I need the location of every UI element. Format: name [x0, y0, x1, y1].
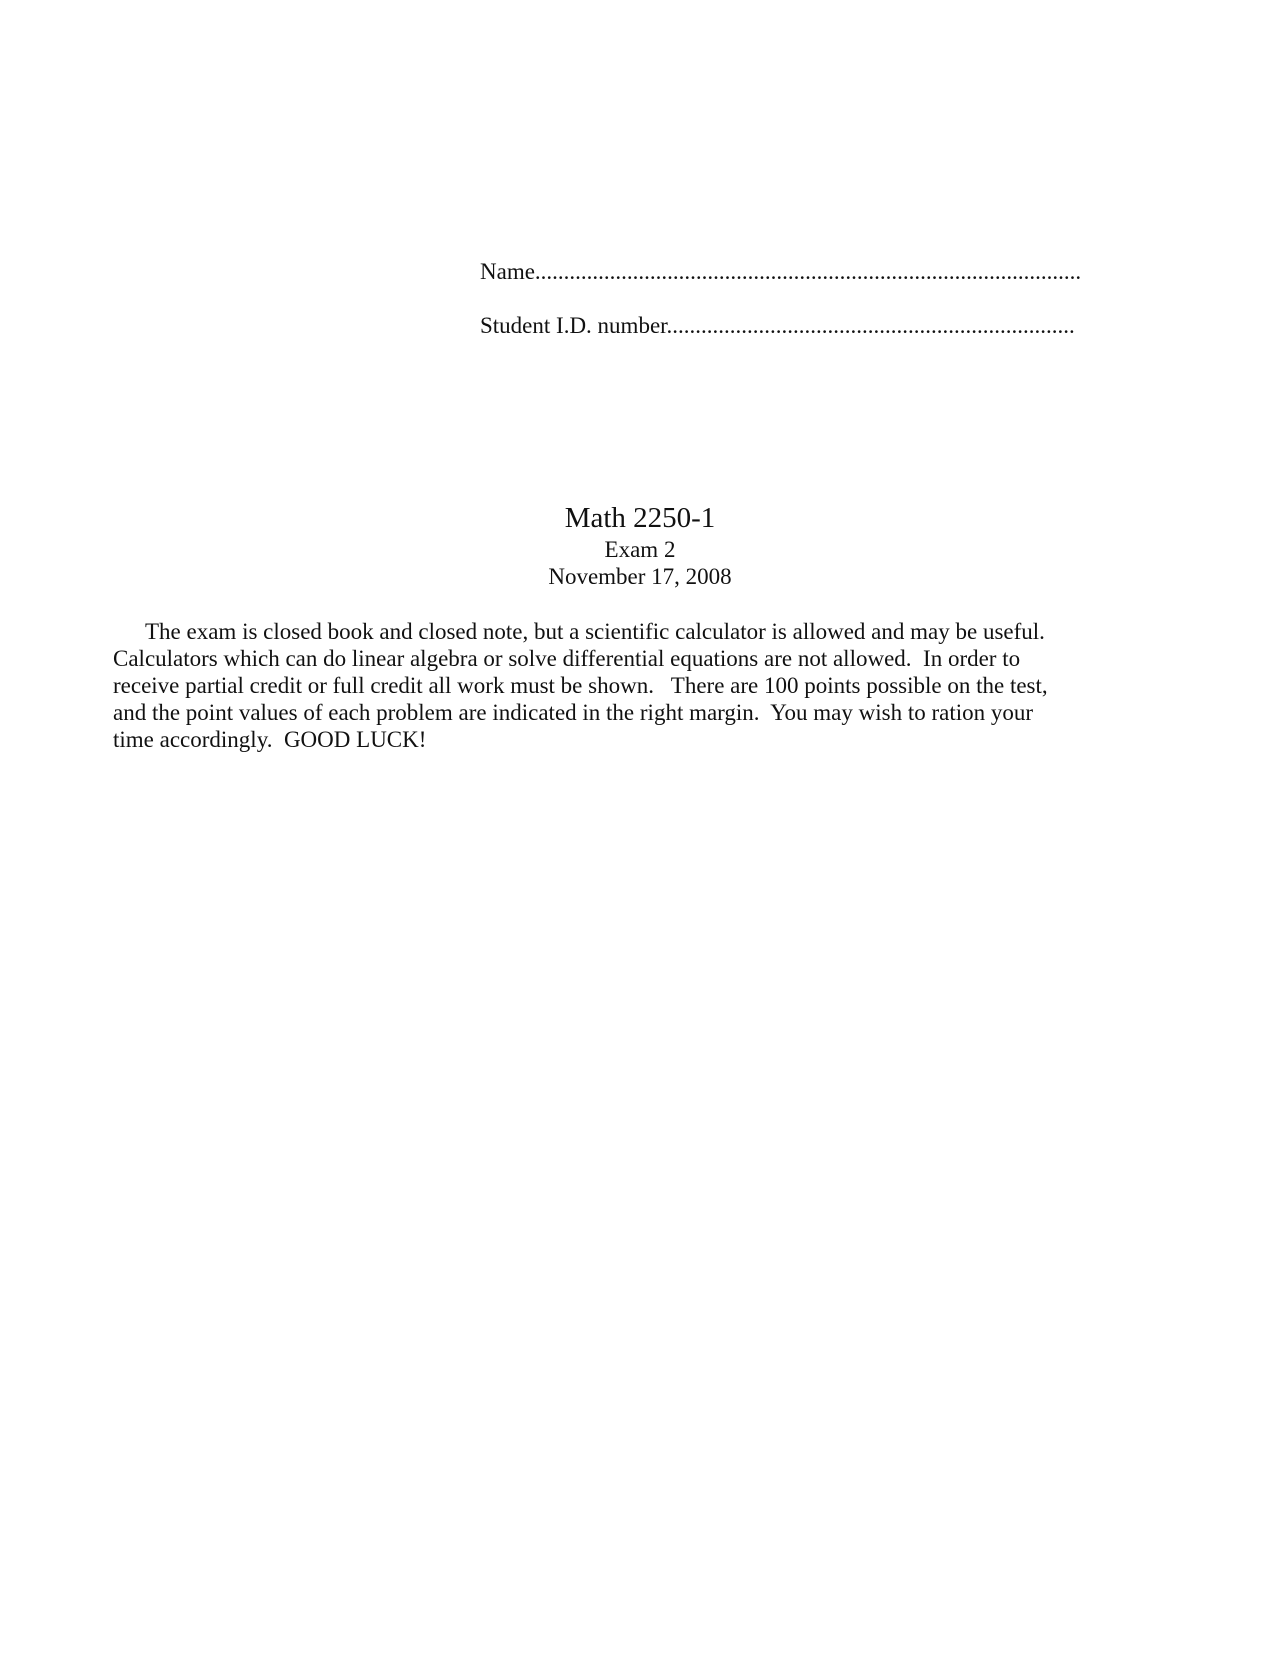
exam-label: Exam 2	[604, 537, 676, 562]
instructions-line: and the point values of each problem are indicated in the right margin. You may wish to ration your	[113, 700, 1034, 725]
instructions-line: The exam is closed book and closed note, but a scientific calculator is allowed and may be useful.	[145, 619, 1045, 644]
instructions-paragraph	[113, 618, 1193, 753]
instructions-line: Calculators which can do linear algebra or solve differential equations are not allowed. In order to	[113, 646, 1021, 671]
exam-date: November 17, 2008	[548, 564, 732, 589]
instructions-line: time accordingly. GOOD LUCK!	[113, 727, 427, 752]
student-id-field-line: Student I.D. number.......................................................................	[480, 313, 1075, 338]
instructions-line: receive partial credit or full credit all work must be shown. There are 100 points possible on the test,	[113, 673, 1048, 698]
name-field-line: Name...............................................................................................	[480, 259, 1082, 284]
course-title: Math 2250-1	[564, 502, 716, 534]
